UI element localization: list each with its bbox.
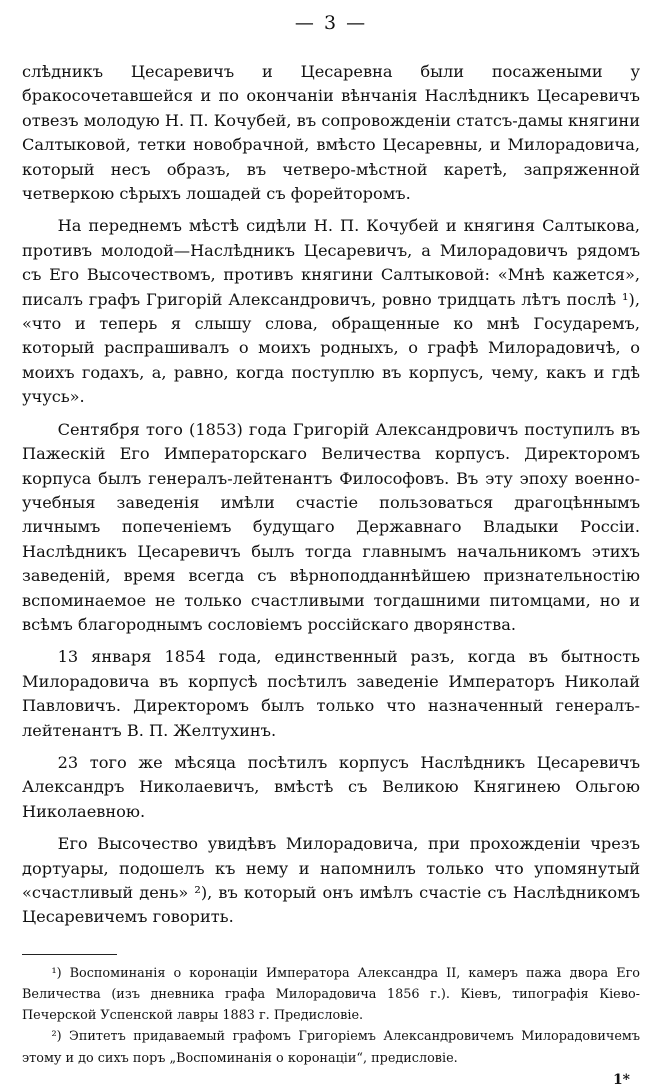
footnotes bbox=[22, 963, 640, 1069]
footnote-2: ²) Эпитетъ придаваемый графомъ Григоріемъ Александровичемъ Милорадовичемъ этому и до сихъ поръ „Воспоминанія о коронаціи“, предисловіе. bbox=[22, 1029, 640, 1066]
footnote-1: ¹) Воспоминанія о коронаціи Императора Александра II, камеръ пажа двора Его Величества (изъ дневника графа Милорадовича 1856 г.). Кіевъ, типографія Кіево-Печерской Успенской лавры 1883 г. Предисловіе. bbox=[22, 965, 640, 1024]
page-number: — 3 — bbox=[294, 12, 368, 34]
paragraph-4: 13 января 1854 года, единственный разъ, когда въ бытность Милорадовича въ корпусѣ посѣтилъ заведеніе Императоръ Николай Павловичъ. Директоромъ былъ только что назначенный генералъ-лейтенантъ В. П. Желтухинъ. bbox=[22, 647, 640, 740]
footnote-divider bbox=[22, 954, 117, 955]
book-page bbox=[22, 8, 640, 1091]
main-text bbox=[22, 60, 640, 930]
paragraph-6: Его Высочество увидѣвъ Милорадовича, при прохожденіи чрезъ дортуары, подошелъ къ нему и напомнилъ только что упомянутый «счастливый день» ²), въ который онъ имѣлъ счастіе съ Наслѣдникомъ Цесаревичемъ говорить. bbox=[22, 834, 640, 927]
paragraph-3: Сентября того (1853) года Григорій Александровичъ поступилъ въ Пажескій Его Императорскаго Величества корпусъ. Директоромъ корпуса былъ генералъ-лейтенантъ Философовъ. Въ эту эпоху военно-учебныя заведенія имѣли счастіе пользоваться драгоцѣннымъ личнымъ попеченіемъ будущаго Державнаго Владыки Россіи. Наслѣдникъ Цесаревичъ былъ тогда главнымъ начальникомъ этихъ заведеній, время всегда съ вѣрноподданнѣйшею признательностію вспоминаемое не только счастливыми тогдашними питомцами, но и всѣмъ благороднымъ сословіемъ россійскаго дворянства. bbox=[22, 419, 640, 634]
paragraph-2: На переднемъ мѣстѣ сидѣли Н. П. Кочубей и княгиня Салтыкова, противъ молодой—Наслѣдникъ Цесаревичъ, а Милорадовичъ рядомъ съ Его Высочествомъ, противъ княгини Салтыковой: «Мнѣ кажется», писалъ графъ Григорій Александровичъ, ровно тридцать лѣтъ послѣ ¹), «что и теперь я слышу слова, обращенные ко мнѣ Государемъ, который распрашивалъ о моихъ родныхъ, о графѣ Милорадовичѣ, о моихъ годахъ, а, равно, когда поступлю въ корпусъ, чему, какъ и гдѣ учусь». bbox=[22, 216, 640, 407]
paragraph-5: 23 того же мѣсяца посѣтилъ корпусъ Наслѣдникъ Цесаревичъ Александръ Николаевичъ, вмѣстѣ съ Великою Княгинею Ольгою Николаевною. bbox=[22, 752, 640, 821]
paragraph-1: слѣдникъ Цесаревичъ и Цесаревна были посажеными у бракосочетавшейся и по окончаніи вѣнчанія Наслѣдникъ Цесаревичъ отвезъ молодую Н. П. Кочубей, въ сопровожденіи статсъ-дамы княгини Салтыковой, тетки новобрачной, вмѣсто Цесаревны, и Милорадовича, который несъ образъ, въ четверо-мѣстной каретѣ, запряженной четверкою сѣрыхъ лошадей съ форейторомъ. bbox=[22, 62, 640, 204]
signature-mark: 1* bbox=[612, 1071, 630, 1088]
